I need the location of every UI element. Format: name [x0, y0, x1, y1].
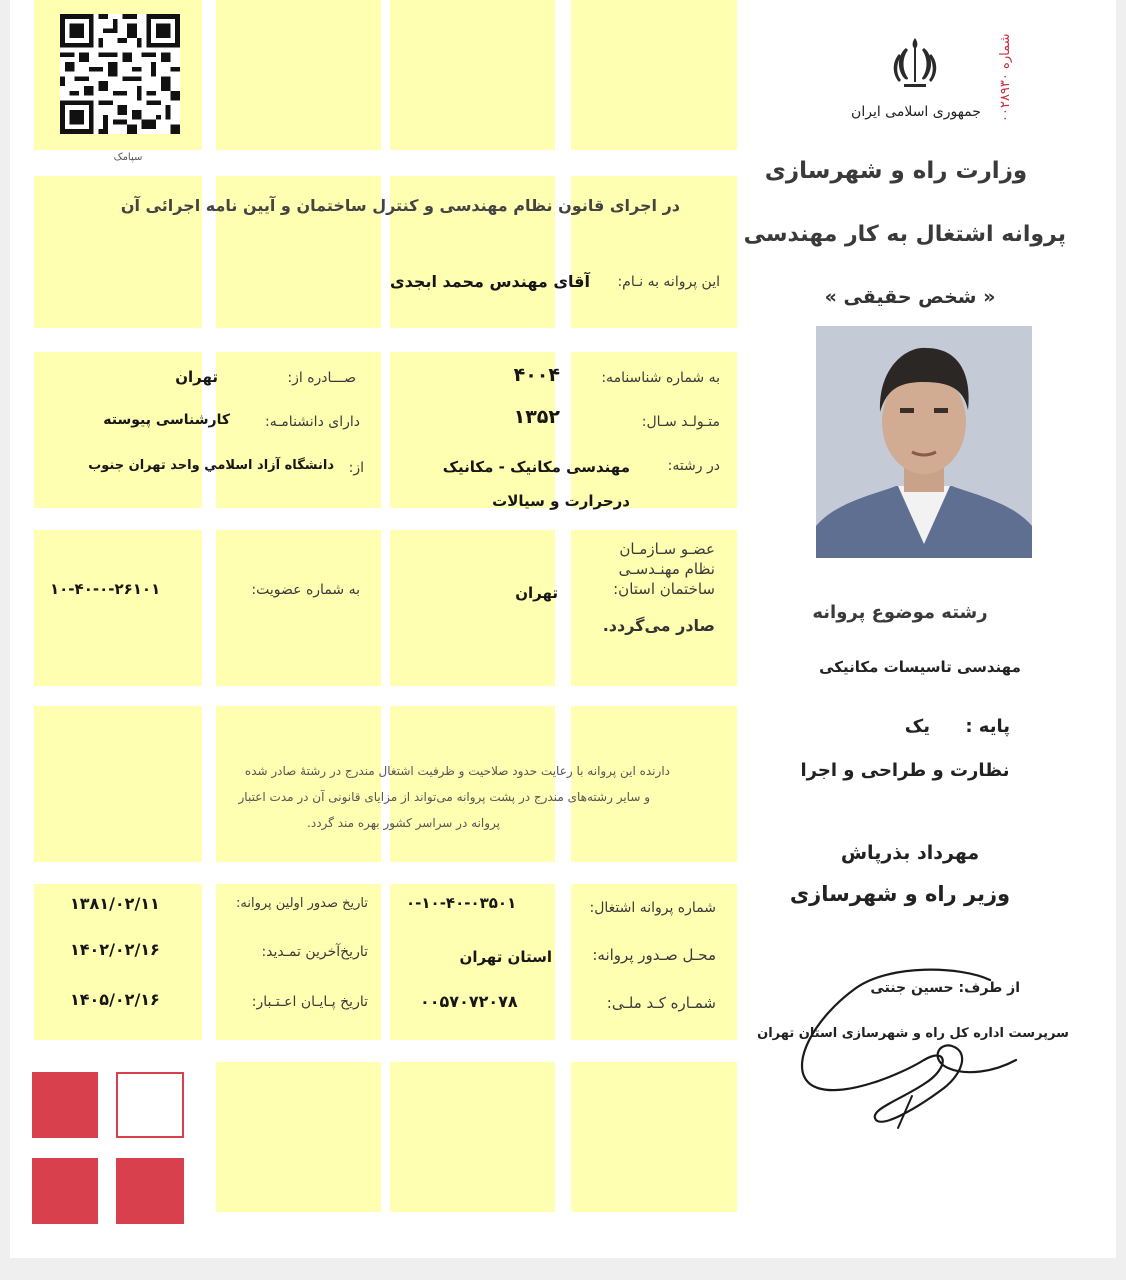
id-label: به شماره شناسنامه: — [601, 370, 720, 386]
ministry-title: وزارت راه و شهرسازی — [764, 158, 1028, 184]
issued-statement: صادر می‌گردد. — [602, 616, 715, 635]
background-tile — [34, 706, 202, 862]
grade-value: یک — [904, 716, 930, 737]
issued-value: تهران — [175, 368, 218, 386]
first-issue-label: تاریخ صدور اولین پروانه: — [236, 896, 368, 911]
security-square — [32, 1158, 98, 1224]
signature — [780, 956, 1030, 1132]
notice-line3: پروانه در سراسر کشور بهره مند گردد. — [307, 816, 500, 830]
republic-label: جمهوری اسلامی ایران — [851, 104, 981, 120]
subject-value: مهندسی تاسیسات مکانیکی — [819, 658, 1021, 676]
security-square — [116, 1072, 184, 1138]
license-number: ۰-۱۰-۴۰-۰۳۵۰۱ — [406, 894, 517, 912]
issued-label: صـــادره از: — [287, 370, 356, 386]
security-square — [116, 1158, 184, 1224]
membership-line1: عضـو سـازمـان — [619, 540, 715, 558]
degree-value: کارشناسی پیوسته — [103, 412, 230, 428]
background-tile — [571, 1062, 737, 1212]
law-text: در اجرای قانون نظام مهندسی و کنترل ساختمان و آیین نامه اجرائی آن — [120, 196, 680, 215]
birth-year-label: متـولـد سـال: — [641, 414, 720, 430]
holder-name: آقای مهندس محمد ابجدی — [390, 272, 590, 291]
background-tile — [216, 0, 381, 150]
notice-line2: و سایر رشته‌های مندرج در پشت پروانه می‌تواند از مزایای قانونی آن در مدت اعتبار — [238, 790, 650, 804]
minister-name: مهرداد بذرپاش — [840, 842, 980, 864]
background-tile — [390, 0, 555, 150]
national-code: ۰۰۵۷۰۷۲۰۷۸ — [420, 992, 518, 1011]
background-tile — [390, 1062, 555, 1212]
scope-value: نظارت و طراحی و اجرا — [800, 760, 1010, 781]
security-square — [32, 1072, 98, 1138]
degree-label: دارای دانشنامـه: — [264, 414, 360, 430]
license-document — [10, 0, 1116, 1258]
background-tile — [571, 0, 737, 150]
name-label: این پروانه به نـام: — [617, 274, 720, 290]
membership-number-label: به شماره عضویت: — [251, 582, 360, 598]
issue-place-value: استان تهران — [459, 948, 552, 966]
background-tile — [571, 706, 737, 862]
holder-photo — [816, 326, 1032, 558]
membership-province: تهران — [515, 584, 558, 602]
from-label: از: — [348, 460, 364, 476]
person-type: « شخص حقیقی » — [824, 286, 996, 308]
background-tile — [216, 530, 381, 686]
background-tile — [216, 1062, 381, 1212]
last-renewal-label: تاریخ‌آخرین تمـدید: — [261, 944, 368, 960]
national-code-label: شمـاره کـد ملـی: — [606, 994, 716, 1012]
license-number-label: شماره پروانه اشتغال: — [589, 900, 716, 916]
minister-title: وزیر راه و شهرسازی — [789, 882, 1011, 906]
first-issue-date: ۱۳۸۱/۰۲/۱۱ — [70, 894, 160, 913]
subject-title: رشته موضوع پروانه — [812, 602, 988, 623]
membership-line3: ساختمان استان: — [613, 580, 715, 598]
id-value: ۴۰۰۴ — [513, 364, 560, 386]
iran-emblem-icon — [886, 34, 944, 96]
birth-year-value: ۱۳۵۲ — [513, 406, 560, 428]
license-title: پروانه اشتغال به کار مهندسی — [743, 222, 1066, 247]
field-label: در رشته: — [667, 458, 720, 474]
expiry-label: تاریخ پـایـان اعـتـبار: — [251, 994, 368, 1010]
field-value-line1: مهندسی مکانیک - مکانیک — [442, 458, 630, 476]
university-value: دانشگاه آزاد اسلامي واحد تهران جنوب — [88, 458, 334, 473]
field-value-line2: درحرارت و سیالات — [492, 492, 630, 510]
qr-code — [60, 14, 180, 134]
notice-line1: دارنده این پروانه با رعایت حدود صلاحیت و ظرفیت اشتغال مندرج در رشتهٔ صادر شده — [244, 764, 670, 778]
serial-number: شماره ۰۰۲۸۹۳۰ — [998, 33, 1013, 122]
background-tile — [34, 530, 202, 686]
background-tile — [390, 530, 555, 686]
membership-line2: نظام مهنـدسـی — [618, 560, 715, 578]
issue-place-label: محـل صـدور پروانه: — [592, 946, 716, 964]
expiry-date: ۱۴۰۵/۰۲/۱۶ — [70, 990, 160, 1009]
grade-label: پایه : — [965, 716, 1010, 737]
last-renewal-date: ۱۴۰۲/۰۲/۱۶ — [70, 940, 160, 959]
membership-number: ۱۰-۴۰-۰-۲۶۱۰۱ — [50, 580, 161, 598]
on-behalf-label: از طرف: حسین جنتی — [870, 980, 1020, 996]
signatory-role: سرپرست اداره کل راه و شهرسازی استان تهران — [757, 1026, 1069, 1041]
background-tile — [390, 706, 555, 862]
sipamak-label: سپامک — [113, 152, 143, 163]
background-tile — [216, 706, 381, 862]
